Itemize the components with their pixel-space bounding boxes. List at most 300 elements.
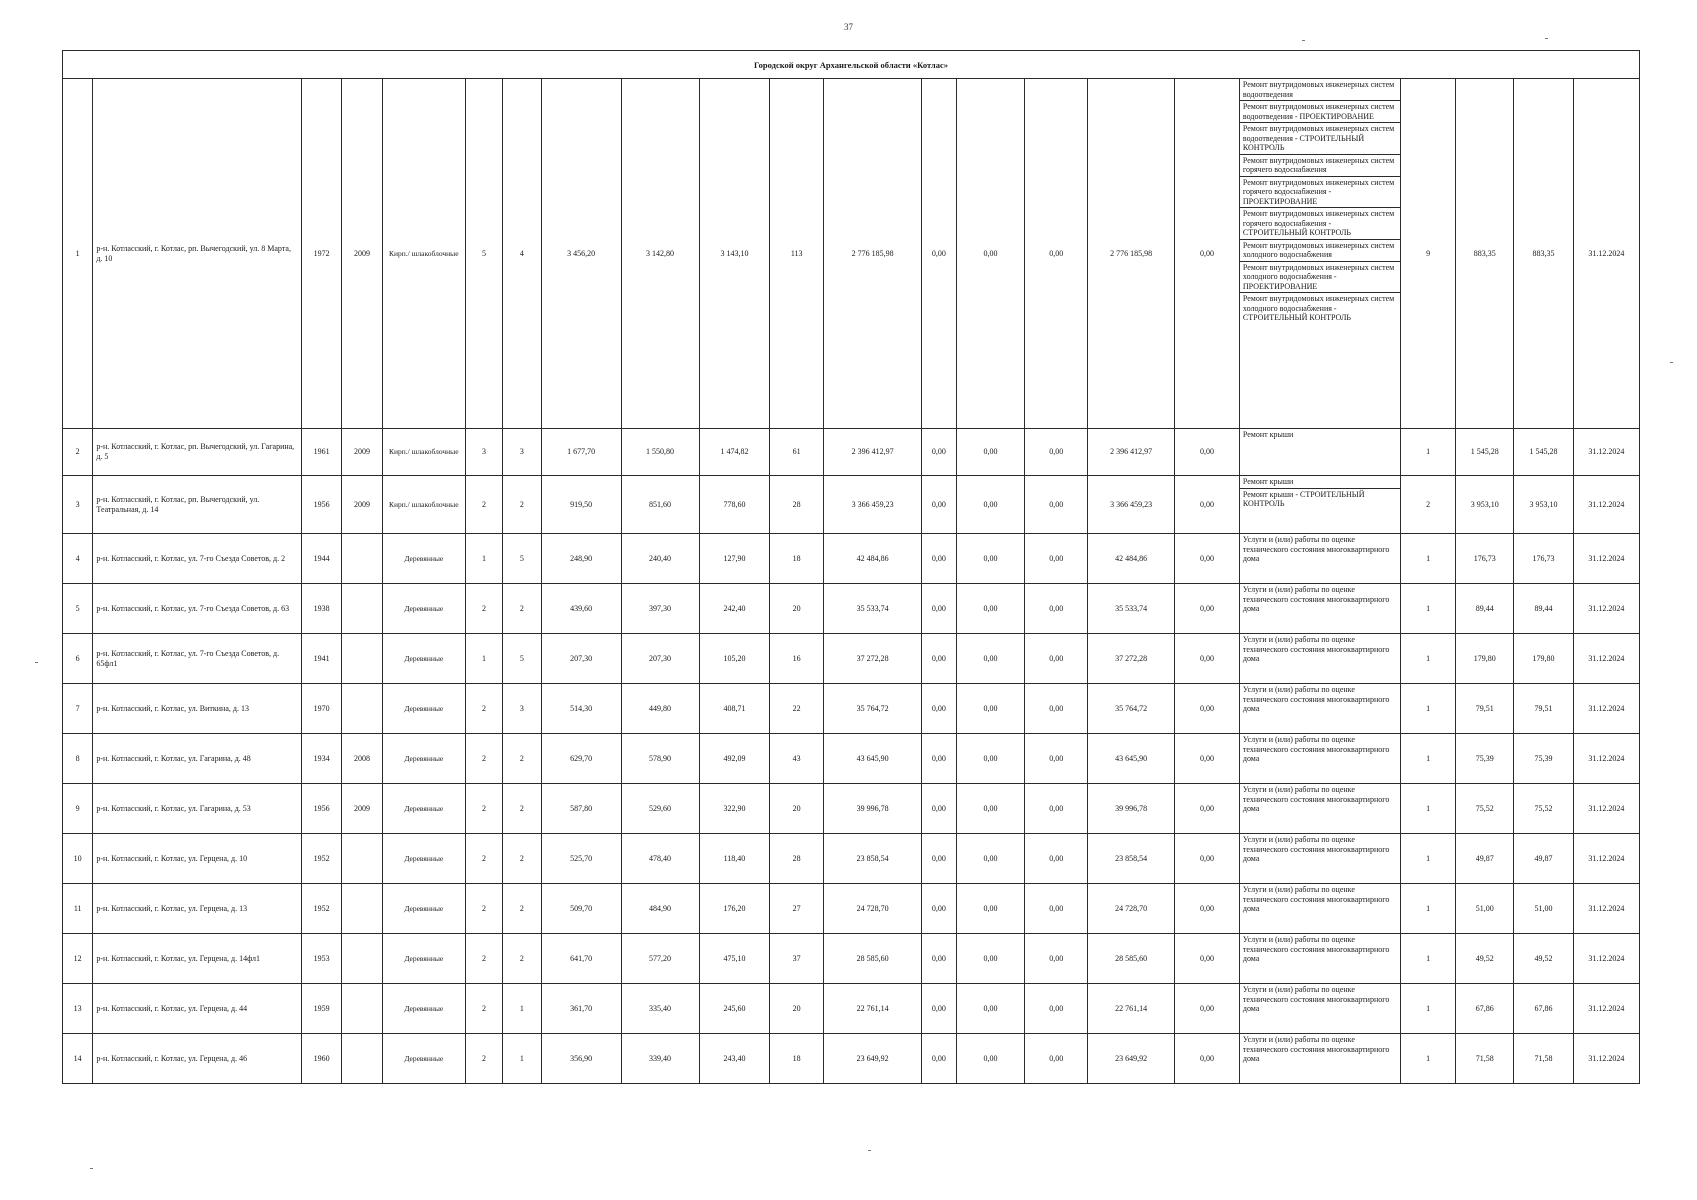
fund-cost-cell: 0,00 [922, 884, 956, 934]
unit-cost-cell: 89,44 [1456, 584, 1514, 634]
table-row [63, 734, 1640, 784]
overhaul-year-cell: 2009 [342, 429, 382, 476]
work-type-item: Услуги и (или) работы по оценке технического состояния многоквартирного дома [1242, 535, 1390, 563]
overhaul-year-cell [342, 884, 382, 934]
deadline-cell: 31.12.2024 [1573, 934, 1639, 984]
other-cost-cell: 0,00 [1175, 584, 1240, 634]
entrances-cell: 5 [503, 634, 541, 684]
residential-area-cell: 778,60 [699, 476, 770, 534]
row-number-cell: 11 [63, 884, 93, 934]
deadline-cell: 31.12.2024 [1573, 684, 1639, 734]
other-cost-cell: 0,00 [1175, 834, 1240, 884]
entrances-cell: 2 [503, 934, 541, 984]
overhaul-year-cell: 2009 [342, 476, 382, 534]
total-cost-cell: 39 996,78 [823, 784, 921, 834]
local-cost-cell: 0,00 [1025, 79, 1088, 429]
deadline-cell: 31.12.2024 [1573, 1034, 1639, 1084]
wall-material-cell: Деревянные [382, 634, 465, 684]
table-row [63, 79, 1640, 429]
work-types-cell [1239, 429, 1400, 476]
unit-cost-cell: 51,00 [1456, 884, 1514, 934]
total-area-cell: 629,70 [541, 734, 621, 784]
total-cost-cell: 24 728,70 [823, 884, 921, 934]
work-type-item: Ремонт внутридомовых инженерных систем горячего водоснабжения [1240, 155, 1400, 177]
unit-cost-cell: 75,39 [1456, 734, 1514, 784]
row-number-cell: 6 [63, 634, 93, 684]
address-cell: р-н. Котласский, г. Котлас, ул. Гагарина, д. 53 [93, 784, 301, 834]
works-count-cell: 1 [1400, 934, 1456, 984]
build-year-cell: 1970 [301, 684, 341, 734]
regional-cost-cell: 0,00 [956, 476, 1025, 534]
build-year-cell: 1938 [301, 584, 341, 634]
row-number-cell: 2 [63, 429, 93, 476]
fund-cost-cell: 0,00 [922, 1034, 956, 1084]
residents-count-cell: 37 [770, 934, 824, 984]
works-count-cell: 2 [1400, 476, 1456, 534]
unit-cost-cell: 75,52 [1456, 784, 1514, 834]
row-number-cell: 13 [63, 984, 93, 1034]
owners-cost-cell: 28 585,60 [1088, 934, 1175, 984]
page-number: 37 [844, 22, 853, 32]
other-cost-cell: 0,00 [1175, 934, 1240, 984]
build-year-cell: 1952 [301, 834, 341, 884]
owners-cost-cell: 37 272,28 [1088, 634, 1175, 684]
wall-material-cell: Кирп./ шлакоблочные [382, 476, 465, 534]
total-area-cell: 3 456,20 [541, 79, 621, 429]
unit-cost-cell: 67,86 [1456, 984, 1514, 1034]
total-cost-cell: 37 272,28 [823, 634, 921, 684]
total-area-cell: 919,50 [541, 476, 621, 534]
entrances-cell: 2 [503, 734, 541, 784]
deadline-cell: 31.12.2024 [1573, 634, 1639, 684]
living-area-cell: 207,30 [621, 634, 699, 684]
max-unit-cost-cell: 176,73 [1514, 534, 1574, 584]
build-year-cell: 1934 [301, 734, 341, 784]
row-number-cell: 3 [63, 476, 93, 534]
work-types-cell [1239, 634, 1400, 684]
residents-count-cell: 43 [770, 734, 824, 784]
row-number-cell: 1 [63, 79, 93, 429]
other-cost-cell: 0,00 [1175, 79, 1240, 429]
table-row [63, 934, 1640, 984]
unit-cost-cell: 49,52 [1456, 934, 1514, 984]
works-count-cell: 1 [1400, 584, 1456, 634]
residential-area-cell: 1 474,82 [699, 429, 770, 476]
local-cost-cell: 0,00 [1025, 834, 1088, 884]
row-number-cell: 5 [63, 584, 93, 634]
region-header-row [63, 51, 1640, 79]
residential-area-cell: 408,71 [699, 684, 770, 734]
entrances-cell: 3 [503, 684, 541, 734]
total-cost-cell: 22 761,14 [823, 984, 921, 1034]
work-type-item: Услуги и (или) работы по оценке технического состояния многоквартирного дома [1242, 735, 1390, 763]
deadline-cell: 31.12.2024 [1573, 79, 1639, 429]
other-cost-cell: 0,00 [1175, 984, 1240, 1034]
table-row [63, 684, 1640, 734]
unit-cost-cell: 49,87 [1456, 834, 1514, 884]
overhaul-year-cell: 2009 [342, 784, 382, 834]
work-type-item: Услуги и (или) работы по оценке технического состояния многоквартирного дома [1242, 785, 1390, 813]
overhaul-year-cell [342, 984, 382, 1034]
address-cell: р-н. Котласский, г. Котлас, ул. Герцена, д. 46 [93, 1034, 301, 1084]
entrances-cell: 1 [503, 984, 541, 1034]
work-type-item: Услуги и (или) работы по оценке технического состояния многоквартирного дома [1242, 935, 1390, 963]
regional-cost-cell: 0,00 [956, 429, 1025, 476]
owners-cost-cell: 39 996,78 [1088, 784, 1175, 834]
entrances-cell: 2 [503, 584, 541, 634]
work-type-item: Ремонт крыши [1240, 476, 1400, 489]
build-year-cell: 1941 [301, 634, 341, 684]
work-type-item: Услуги и (или) работы по оценке технического состояния многоквартирного дома [1242, 1035, 1390, 1063]
table-row [63, 784, 1640, 834]
work-type-item: Ремонт внутридомовых инженерных систем горячего водоснабжения - СТРОИТЕЛЬНЫЙ КОНТРОЛЬ [1240, 208, 1400, 240]
max-unit-cost-cell: 51,00 [1514, 884, 1574, 934]
residents-count-cell: 20 [770, 784, 824, 834]
owners-cost-cell: 43 645,90 [1088, 734, 1175, 784]
build-year-cell: 1952 [301, 884, 341, 934]
wall-material-cell: Деревянные [382, 984, 465, 1034]
works-count-cell: 1 [1400, 534, 1456, 584]
wall-material-cell: Кирп./ шлакоблочные [382, 429, 465, 476]
local-cost-cell: 0,00 [1025, 584, 1088, 634]
build-year-cell: 1959 [301, 984, 341, 1034]
fund-cost-cell: 0,00 [922, 934, 956, 984]
total-area-cell: 248,90 [541, 534, 621, 584]
regional-cost-cell: 0,00 [956, 784, 1025, 834]
works-count-cell: 1 [1400, 784, 1456, 834]
living-area-cell: 397,30 [621, 584, 699, 634]
max-unit-cost-cell: 89,44 [1514, 584, 1574, 634]
residential-area-cell: 475,10 [699, 934, 770, 984]
max-unit-cost-cell: 883,35 [1514, 79, 1574, 429]
living-area-cell: 3 142,80 [621, 79, 699, 429]
works-count-cell: 1 [1400, 429, 1456, 476]
floors-cell: 5 [465, 79, 502, 429]
works-count-cell: 1 [1400, 634, 1456, 684]
deadline-cell: 31.12.2024 [1573, 734, 1639, 784]
other-cost-cell: 0,00 [1175, 476, 1240, 534]
build-year-cell: 1944 [301, 534, 341, 584]
living-area-cell: 339,40 [621, 1034, 699, 1084]
address-cell: р-н. Котласский, г. Котлас, ул. 7-го Съезда Советов, д. 2 [93, 534, 301, 584]
max-unit-cost-cell: 3 953,10 [1514, 476, 1574, 534]
local-cost-cell: 0,00 [1025, 476, 1088, 534]
total-cost-cell: 2 396 412,97 [823, 429, 921, 476]
residential-area-cell: 105,20 [699, 634, 770, 684]
works-count-cell: 1 [1400, 984, 1456, 1034]
fund-cost-cell: 0,00 [922, 79, 956, 429]
wall-material-cell: Деревянные [382, 1034, 465, 1084]
unit-cost-cell: 79,51 [1456, 684, 1514, 734]
table-row [63, 429, 1640, 476]
entrances-cell: 4 [503, 79, 541, 429]
residents-count-cell: 61 [770, 429, 824, 476]
work-type-item: Услуги и (или) работы по оценке технического состояния многоквартирного дома [1242, 635, 1390, 663]
row-number-cell: 9 [63, 784, 93, 834]
work-types-cell [1239, 1034, 1400, 1084]
deadline-cell: 31.12.2024 [1573, 884, 1639, 934]
regional-cost-cell: 0,00 [956, 734, 1025, 784]
living-area-cell: 240,40 [621, 534, 699, 584]
floors-cell: 2 [465, 884, 502, 934]
fund-cost-cell: 0,00 [922, 534, 956, 584]
work-types-cell [1239, 476, 1400, 534]
fund-cost-cell: 0,00 [922, 429, 956, 476]
living-area-cell: 449,80 [621, 684, 699, 734]
total-area-cell: 439,60 [541, 584, 621, 634]
local-cost-cell: 0,00 [1025, 684, 1088, 734]
max-unit-cost-cell: 75,39 [1514, 734, 1574, 784]
residents-count-cell: 16 [770, 634, 824, 684]
living-area-cell: 529,60 [621, 784, 699, 834]
table-row [63, 476, 1640, 534]
residential-area-cell: 3 143,10 [699, 79, 770, 429]
works-count-cell: 1 [1400, 734, 1456, 784]
address-cell: р-н. Котласский, г. Котлас, рп. Вычегодский, ул. Театральная, д. 14 [93, 476, 301, 534]
wall-material-cell: Деревянные [382, 884, 465, 934]
floors-cell: 2 [465, 476, 502, 534]
owners-cost-cell: 2 396 412,97 [1088, 429, 1175, 476]
owners-cost-cell: 23 649,92 [1088, 1034, 1175, 1084]
row-number-cell: 4 [63, 534, 93, 584]
total-area-cell: 361,70 [541, 984, 621, 1034]
max-unit-cost-cell: 75,52 [1514, 784, 1574, 834]
wall-material-cell: Деревянные [382, 834, 465, 884]
overhaul-year-cell [342, 584, 382, 634]
floors-cell: 1 [465, 634, 502, 684]
max-unit-cost-cell: 179,80 [1514, 634, 1574, 684]
work-types-cell [1239, 584, 1400, 634]
total-cost-cell: 23 858,54 [823, 834, 921, 884]
owners-cost-cell: 3 366 459,23 [1088, 476, 1175, 534]
work-type-item: Ремонт внутридомовых инженерных систем водоотведения - СТРОИТЕЛЬНЫЙ КОНТРОЛЬ [1240, 123, 1400, 155]
table-row [63, 884, 1640, 934]
living-area-cell: 335,40 [621, 984, 699, 1034]
overhaul-year-cell [342, 834, 382, 884]
other-cost-cell: 0,00 [1175, 1034, 1240, 1084]
floors-cell: 1 [465, 534, 502, 584]
unit-cost-cell: 1 545,28 [1456, 429, 1514, 476]
floors-cell: 3 [465, 429, 502, 476]
other-cost-cell: 0,00 [1175, 429, 1240, 476]
fund-cost-cell: 0,00 [922, 476, 956, 534]
work-type-item: Услуги и (или) работы по оценке технического состояния многоквартирного дома [1242, 835, 1390, 863]
floors-cell: 2 [465, 734, 502, 784]
wall-material-cell: Деревянные [382, 934, 465, 984]
address-cell: р-н. Котласский, г. Котлас, ул. Герцена, д. 10 [93, 834, 301, 884]
total-area-cell: 587,80 [541, 784, 621, 834]
total-cost-cell: 35 533,74 [823, 584, 921, 634]
max-unit-cost-cell: 1 545,28 [1514, 429, 1574, 476]
table-row [63, 634, 1640, 684]
work-types-cell [1239, 784, 1400, 834]
owners-cost-cell: 42 484,86 [1088, 534, 1175, 584]
owners-cost-cell: 35 764,72 [1088, 684, 1175, 734]
residential-area-cell: 118,40 [699, 834, 770, 884]
work-types-cell [1239, 884, 1400, 934]
work-type-item: Ремонт внутридомовых инженерных систем холодного водоснабжения - ПРОЕКТИРОВАНИЕ [1240, 262, 1400, 294]
wall-material-cell: Деревянные [382, 584, 465, 634]
build-year-cell: 1956 [301, 784, 341, 834]
regional-cost-cell: 0,00 [956, 834, 1025, 884]
entrances-cell: 2 [503, 784, 541, 834]
fund-cost-cell: 0,00 [922, 584, 956, 634]
work-types-cell [1239, 684, 1400, 734]
other-cost-cell: 0,00 [1175, 634, 1240, 684]
living-area-cell: 577,20 [621, 934, 699, 984]
address-cell: р-н. Котласский, г. Котлас, ул. 7-го Съезда Советов, д. 65фл1 [93, 634, 301, 684]
deadline-cell: 31.12.2024 [1573, 784, 1639, 834]
address-cell: р-н. Котласский, г. Котлас, ул. Герцена, д. 13 [93, 884, 301, 934]
overhaul-year-cell [342, 534, 382, 584]
total-area-cell: 525,70 [541, 834, 621, 884]
fund-cost-cell: 0,00 [922, 634, 956, 684]
wall-material-cell: Деревянные [382, 684, 465, 734]
table-row [63, 584, 1640, 634]
residential-area-cell: 176,20 [699, 884, 770, 934]
work-type-item: Услуги и (или) работы по оценке технического состояния многоквартирного дома [1242, 685, 1390, 713]
local-cost-cell: 0,00 [1025, 534, 1088, 584]
overhaul-year-cell [342, 634, 382, 684]
row-number-cell: 12 [63, 934, 93, 984]
total-cost-cell: 42 484,86 [823, 534, 921, 584]
residents-count-cell: 113 [770, 79, 824, 429]
total-cost-cell: 3 366 459,23 [823, 476, 921, 534]
residential-area-cell: 245,60 [699, 984, 770, 1034]
entrances-cell: 2 [503, 834, 541, 884]
work-type-item: Ремонт крыши - СТРОИТЕЛЬНЫЙ КОНТРОЛЬ [1242, 489, 1365, 508]
works-count-cell: 1 [1400, 1034, 1456, 1084]
row-number-cell: 10 [63, 834, 93, 884]
residents-count-cell: 27 [770, 884, 824, 934]
unit-cost-cell: 71,58 [1456, 1034, 1514, 1084]
build-year-cell: 1961 [301, 429, 341, 476]
work-type-item: Ремонт внутридомовых инженерных систем водоотведения [1240, 79, 1400, 101]
residents-count-cell: 18 [770, 534, 824, 584]
wall-material-cell: Кирп./ шлакоблочные [382, 79, 465, 429]
deadline-cell: 31.12.2024 [1573, 476, 1639, 534]
other-cost-cell: 0,00 [1175, 534, 1240, 584]
floors-cell: 2 [465, 784, 502, 834]
regional-cost-cell: 0,00 [956, 634, 1025, 684]
total-area-cell: 641,70 [541, 934, 621, 984]
floors-cell: 2 [465, 984, 502, 1034]
works-count-cell: 1 [1400, 884, 1456, 934]
build-year-cell: 1960 [301, 1034, 341, 1084]
other-cost-cell: 0,00 [1175, 884, 1240, 934]
work-type-item: Ремонт крыши [1242, 430, 1294, 439]
residents-count-cell: 20 [770, 984, 824, 1034]
deadline-cell: 31.12.2024 [1573, 834, 1639, 884]
owners-cost-cell: 23 858,54 [1088, 834, 1175, 884]
works-count-cell: 1 [1400, 684, 1456, 734]
regional-cost-cell: 0,00 [956, 934, 1025, 984]
overhaul-year-cell [342, 684, 382, 734]
floors-cell: 2 [465, 934, 502, 984]
fund-cost-cell: 0,00 [922, 734, 956, 784]
local-cost-cell: 0,00 [1025, 734, 1088, 784]
other-cost-cell: 0,00 [1175, 784, 1240, 834]
work-type-item: Ремонт внутридомовых инженерных систем горячего водоснабжения - ПРОЕКТИРОВАНИЕ [1240, 177, 1400, 209]
residents-count-cell: 28 [770, 476, 824, 534]
regional-cost-cell: 0,00 [956, 684, 1025, 734]
work-types-cell [1239, 984, 1400, 1034]
owners-cost-cell: 24 728,70 [1088, 884, 1175, 934]
unit-cost-cell: 176,73 [1456, 534, 1514, 584]
fund-cost-cell: 0,00 [922, 834, 956, 884]
overhaul-year-cell: 2009 [342, 79, 382, 429]
residential-area-cell: 322,90 [699, 784, 770, 834]
max-unit-cost-cell: 49,87 [1514, 834, 1574, 884]
fund-cost-cell: 0,00 [922, 684, 956, 734]
total-area-cell: 356,90 [541, 1034, 621, 1084]
work-types-cell [1239, 534, 1400, 584]
works-count-cell: 1 [1400, 834, 1456, 884]
table-row [63, 834, 1640, 884]
works-count-cell: 9 [1400, 79, 1456, 429]
floors-cell: 2 [465, 584, 502, 634]
owners-cost-cell: 35 533,74 [1088, 584, 1175, 634]
residents-count-cell: 18 [770, 1034, 824, 1084]
total-cost-cell: 2 776 185,98 [823, 79, 921, 429]
address-cell: р-н. Котласский, г. Котлас, рп. Вычегодский, ул. 8 Марта, д. 10 [93, 79, 301, 429]
total-cost-cell: 28 585,60 [823, 934, 921, 984]
region-header: Городской округ Архангельской области «Котлас» [63, 51, 1640, 79]
residential-area-cell: 492,09 [699, 734, 770, 784]
address-cell: р-н. Котласский, г. Котлас, ул. Герцена, д. 44 [93, 984, 301, 1034]
deadline-cell: 31.12.2024 [1573, 984, 1639, 1034]
overhaul-year-cell [342, 1034, 382, 1084]
residential-area-cell: 243,40 [699, 1034, 770, 1084]
work-types-cell [1239, 734, 1400, 784]
total-area-cell: 207,30 [541, 634, 621, 684]
address-cell: р-н. Котласский, г. Котлас, ул. Герцена, д. 14фл1 [93, 934, 301, 984]
build-year-cell: 1956 [301, 476, 341, 534]
floors-cell: 2 [465, 1034, 502, 1084]
total-cost-cell: 43 645,90 [823, 734, 921, 784]
max-unit-cost-cell: 71,58 [1514, 1034, 1574, 1084]
row-number-cell: 14 [63, 1034, 93, 1084]
work-type-item: Ремонт внутридомовых инженерных систем холодного водоснабжения [1240, 240, 1400, 262]
address-cell: р-н. Котласский, г. Котлас, рп. Вычегодский, ул. Гагарина, д. 5 [93, 429, 301, 476]
residents-count-cell: 28 [770, 834, 824, 884]
total-cost-cell: 23 649,92 [823, 1034, 921, 1084]
table-row [63, 534, 1640, 584]
floors-cell: 2 [465, 684, 502, 734]
work-type-item: Услуги и (или) работы по оценке технического состояния многоквартирного дома [1242, 585, 1390, 613]
deadline-cell: 31.12.2024 [1573, 429, 1639, 476]
living-area-cell: 851,60 [621, 476, 699, 534]
unit-cost-cell: 179,80 [1456, 634, 1514, 684]
regional-cost-cell: 0,00 [956, 884, 1025, 934]
max-unit-cost-cell: 49,52 [1514, 934, 1574, 984]
overhaul-year-cell: 2008 [342, 734, 382, 784]
entrances-cell: 1 [503, 1034, 541, 1084]
living-area-cell: 578,90 [621, 734, 699, 784]
work-type-item: Услуги и (или) работы по оценке технического состояния многоквартирного дома [1242, 985, 1390, 1013]
floors-cell: 2 [465, 834, 502, 884]
total-area-cell: 509,70 [541, 884, 621, 934]
fund-cost-cell: 0,00 [922, 984, 956, 1034]
max-unit-cost-cell: 79,51 [1514, 684, 1574, 734]
local-cost-cell: 0,00 [1025, 934, 1088, 984]
unit-cost-cell: 3 953,10 [1456, 476, 1514, 534]
total-area-cell: 1 677,70 [541, 429, 621, 476]
living-area-cell: 1 550,80 [621, 429, 699, 476]
residents-count-cell: 22 [770, 684, 824, 734]
overhaul-year-cell [342, 934, 382, 984]
total-cost-cell: 35 764,72 [823, 684, 921, 734]
